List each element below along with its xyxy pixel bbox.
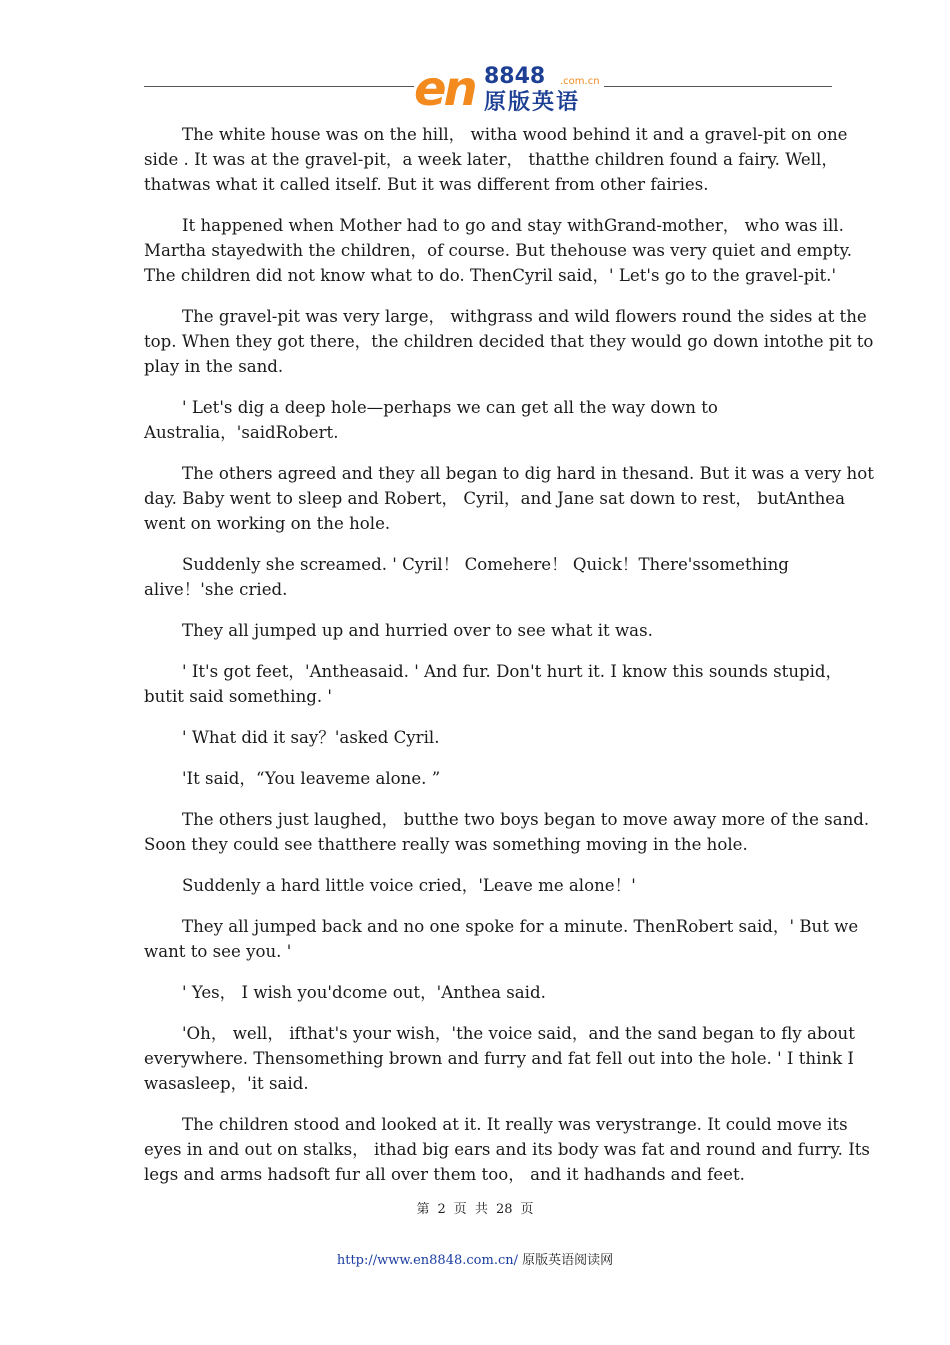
logo-chinese: 原版英语: [484, 90, 581, 115]
page-prefix: 第: [416, 1202, 430, 1217]
total-pages: 28: [495, 1202, 513, 1217]
site-name: 原版英语阅读网: [522, 1253, 614, 1268]
paragraph: The others just laughed， butthe two boys began to move away more of the sand. Soon they could see thatthere really was something moving in the hole.: [144, 810, 870, 854]
paragraph: ' It's got feet，'Antheasaid. ' And fur. Don't hurt it. I know this sounds stupid， butit said something. ': [144, 662, 843, 706]
paragraph: 'It said，“You leaveme alone. ”: [182, 769, 441, 788]
paragraph: The gravel-pit was very large， withgrass and wild flowers round the sides at the top. When they got there，the children decided that they would go down intothe pit to play in the sand.: [144, 307, 874, 376]
paragraph: It happened when Mother had to go and stay withGrand-mother， who was ill. Martha stayedwith the children，of course. But thehouse was very quiet and empty. The children did not know what to do. ThenCyril said，' Let's go to the gravel-pit.': [144, 216, 853, 285]
logo-number: 8848: [484, 64, 546, 89]
paragraph: They all jumped up and hurried over to see what it was.: [182, 621, 653, 640]
logo-domain: .com.cn: [560, 76, 600, 87]
current-page: 2: [437, 1202, 446, 1217]
paragraph: The white house was on the hill， witha wood behind it and a gravel-pit on one side . It was at the gravel-pit，a week later， thatthe children found a fairy. Well， thatwas what it called itself. But it was different from other fairies.: [144, 125, 848, 194]
footer-source: [0, 1249, 950, 1268]
header-rule-right: [604, 86, 832, 87]
site-logo: [414, 61, 604, 118]
paragraph: ' What did it say？'asked Cyril.: [182, 728, 440, 747]
logo-en-text: en: [414, 61, 475, 117]
paragraph: Suddenly she screamed. ' Cyril！ Comehere！ Quick！There'ssomething alive！'she cried.: [144, 555, 789, 599]
page-header: [0, 61, 950, 120]
paragraph: ' Yes， I wish you'dcome out，'Anthea said.: [182, 983, 546, 1002]
paragraph: Suddenly a hard little voice cried，'Leave me alone！': [182, 876, 636, 895]
paragraph: The children stood and looked at it. It really was verystrange. It could move its eyes in and out on stalks， ithad big ears and its body was fat and round and furry. Its legs and arms hadsoft fur all over them too， and it hadhands and feet.: [144, 1115, 870, 1184]
story-body: [144, 122, 876, 1203]
page-mid: 页 共: [453, 1202, 488, 1217]
header-rule-left: [144, 86, 414, 87]
page-suffix: 页: [520, 1202, 534, 1217]
page-number: [0, 1198, 950, 1217]
paragraph: They all jumped back and no one spoke for a minute. ThenRobert said，' But we want to see you. ': [144, 917, 859, 961]
paragraph: ' Let's dig a deep hole—perhaps we can get all the way down to Australia，'saidRobert.: [144, 398, 718, 442]
paragraph: 'Oh， well， ifthat's your wish，'the voice said，and the sand began to fly about everywhere. Thensomething brown and furry and fat fell out into the hole. ' I think I wasasleep，'it said.: [144, 1024, 855, 1093]
paragraph: The others agreed and they all began to dig hard in thesand. But it was a very hot day. Baby went to sleep and Robert， Cyril，and Jane sat down to rest， butAnthea went on working on the hole.: [144, 464, 874, 533]
site-url-link[interactable]: http://www.en8848.com.cn/: [336, 1253, 518, 1268]
